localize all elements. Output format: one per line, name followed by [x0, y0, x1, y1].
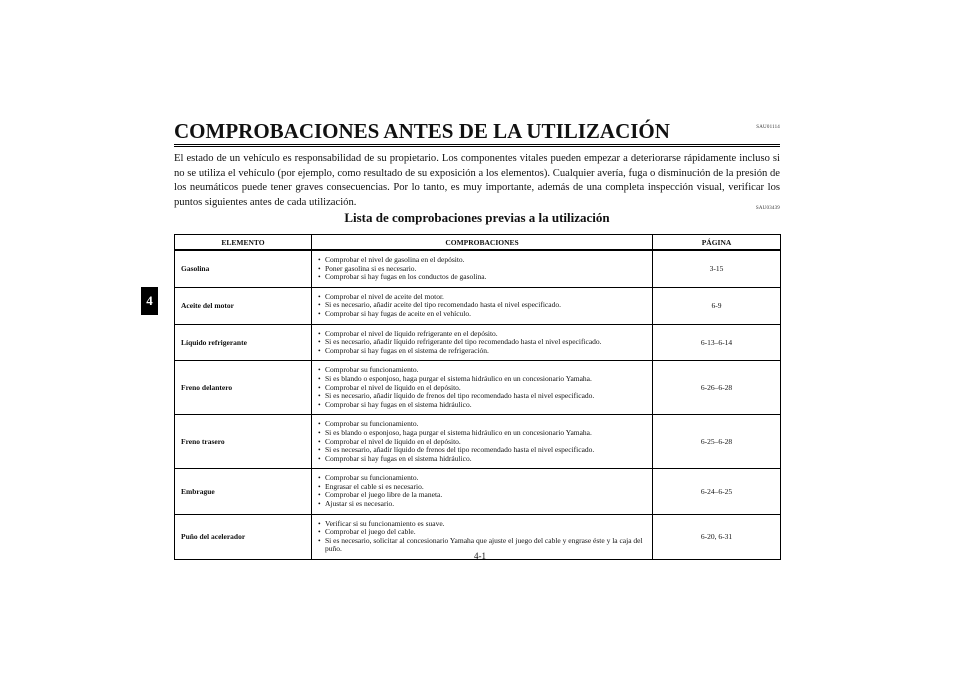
check-item: • Comprobar si hay fugas en los conductos de gasolina.: [318, 273, 648, 282]
row-page-ref: 6-9: [653, 287, 781, 324]
table-row: [175, 361, 781, 415]
check-list: [318, 330, 648, 356]
check-list: [318, 366, 648, 409]
check-list: [318, 256, 648, 282]
check-item: • Si es necesario, solicitar al concesionario Yamaha que ajuste el juego del cable y engrase éste y la caja del puño.: [318, 537, 648, 554]
row-page-ref: 6-20, 6-31: [653, 514, 781, 559]
check-list: [318, 293, 648, 319]
check-item: • Comprobar si hay fugas de aceite en el vehículo.: [318, 310, 648, 319]
check-item: • Si es necesario, añadir líquido de frenos del tipo recomendado hasta el nivel especificado.: [318, 392, 648, 401]
row-checks: [312, 324, 653, 361]
row-page-ref: 6-13–6-14: [653, 324, 781, 361]
row-page-ref: 6-26–6-28: [653, 361, 781, 415]
table-header-row: [175, 235, 781, 251]
check-item: • Comprobar el nivel de gasolina en el depósito.: [318, 256, 648, 265]
check-list: [318, 520, 648, 554]
row-item: Embrague: [175, 469, 312, 514]
check-item: • Si es blando o esponjoso, haga purgar el sistema hidráulico en un concesionario Yamaha.: [318, 375, 648, 384]
row-checks: [312, 415, 653, 469]
check-item: • Comprobar el nivel de líquido refrigerante en el depósito.: [318, 330, 648, 339]
row-checks: [312, 469, 653, 514]
check-item: • Engrasar el cable si es necesario.: [318, 483, 648, 492]
row-page-ref: 3-15: [653, 250, 781, 287]
check-item: • Si es necesario, añadir líquido refrigerante del tipo recomendado hasta el nivel especificado.: [318, 338, 648, 347]
section-code: SAU01114: [756, 125, 780, 130]
page-number: 4-1: [474, 551, 486, 561]
title-divider: [174, 146, 780, 147]
subsection-title: Lista de comprobaciones previas a la utilización: [344, 210, 610, 225]
check-item: • Ajustar si es necesario.: [318, 500, 648, 509]
check-item: • Comprobar el nivel de aceite del motor.: [318, 293, 648, 302]
check-item: • Si es necesario, añadir aceite del tipo recomendado hasta el nivel especificado.: [318, 301, 648, 310]
check-item: • Comprobar su funcionamiento.: [318, 366, 648, 375]
row-page-ref: 6-24–6-25: [653, 469, 781, 514]
check-item: • Comprobar su funcionamiento.: [318, 474, 648, 483]
table-row: [175, 415, 781, 469]
header-checks: COMPROBACIONES: [312, 235, 653, 251]
check-item: • Comprobar el nivel de líquido en el depósito.: [318, 384, 648, 393]
subsection-code: SAU03439: [755, 206, 780, 211]
check-list: [318, 474, 648, 508]
check-item: • Poner gasolina si es necesario.: [318, 265, 648, 274]
row-item: Freno trasero: [175, 415, 312, 469]
header-page: PÁGINA: [653, 235, 781, 251]
table-row: [175, 250, 781, 287]
check-item: • Comprobar su funcionamiento.: [318, 420, 648, 429]
check-item: • Si es blando o esponjoso, haga purgar el sistema hidráulico en un concesionario Yamaha.: [318, 429, 648, 438]
row-item: Puño del acelerador: [175, 514, 312, 559]
row-item: Líquido refrigerante: [175, 324, 312, 361]
row-item: Aceite del motor: [175, 287, 312, 324]
check-item: • Si es necesario, añadir líquido de frenos del tipo recomendado hasta el nivel especificado.: [318, 446, 648, 455]
check-item: • Comprobar si hay fugas en el sistema de refrigeración.: [318, 347, 648, 356]
header-item: ELEMENTO: [175, 235, 312, 251]
row-checks: [312, 287, 653, 324]
table-row: [175, 469, 781, 514]
check-item: • Verificar si su funcionamiento es suave.: [318, 520, 648, 529]
page-title: COMPROBACIONES ANTES DE LA UTILIZACIÓN: [174, 119, 780, 145]
checklist-table: [174, 234, 781, 560]
row-checks: [312, 250, 653, 287]
row-checks: [312, 361, 653, 415]
table-row: [175, 287, 781, 324]
intro-paragraph: El estado de un vehículo es responsabilidad de su propietario. Los componentes vitales pueden empezar a deteriorarse rápidamente incluso si no se utiliza el vehículo (por ejemplo, como resultado de su exposición a los elementos). Cualquier avería, fuga o disminución de la presión de los neumáticos puede tener graves consecuencias. Por lo tanto, es muy importante, además de una completa inspección visual, verificar los puntos siguientes antes de cada utilización.: [174, 153, 780, 208]
check-item: • Comprobar si hay fugas en el sistema hidráulico.: [318, 455, 648, 464]
row-page-ref: 6-25–6-28: [653, 415, 781, 469]
check-item: • Comprobar el nivel de líquido en el depósito.: [318, 438, 648, 447]
row-item: Freno delantero: [175, 361, 312, 415]
check-list: [318, 420, 648, 463]
row-item: Gasolina: [175, 250, 312, 287]
check-item: • Comprobar si hay fugas en el sistema hidráulico.: [318, 401, 648, 410]
check-item: • Comprobar el juego del cable.: [318, 528, 648, 537]
check-item: • Comprobar el juego libre de la maneta.: [318, 491, 648, 500]
table-row: [175, 324, 781, 361]
section-tab: 4: [141, 287, 158, 315]
